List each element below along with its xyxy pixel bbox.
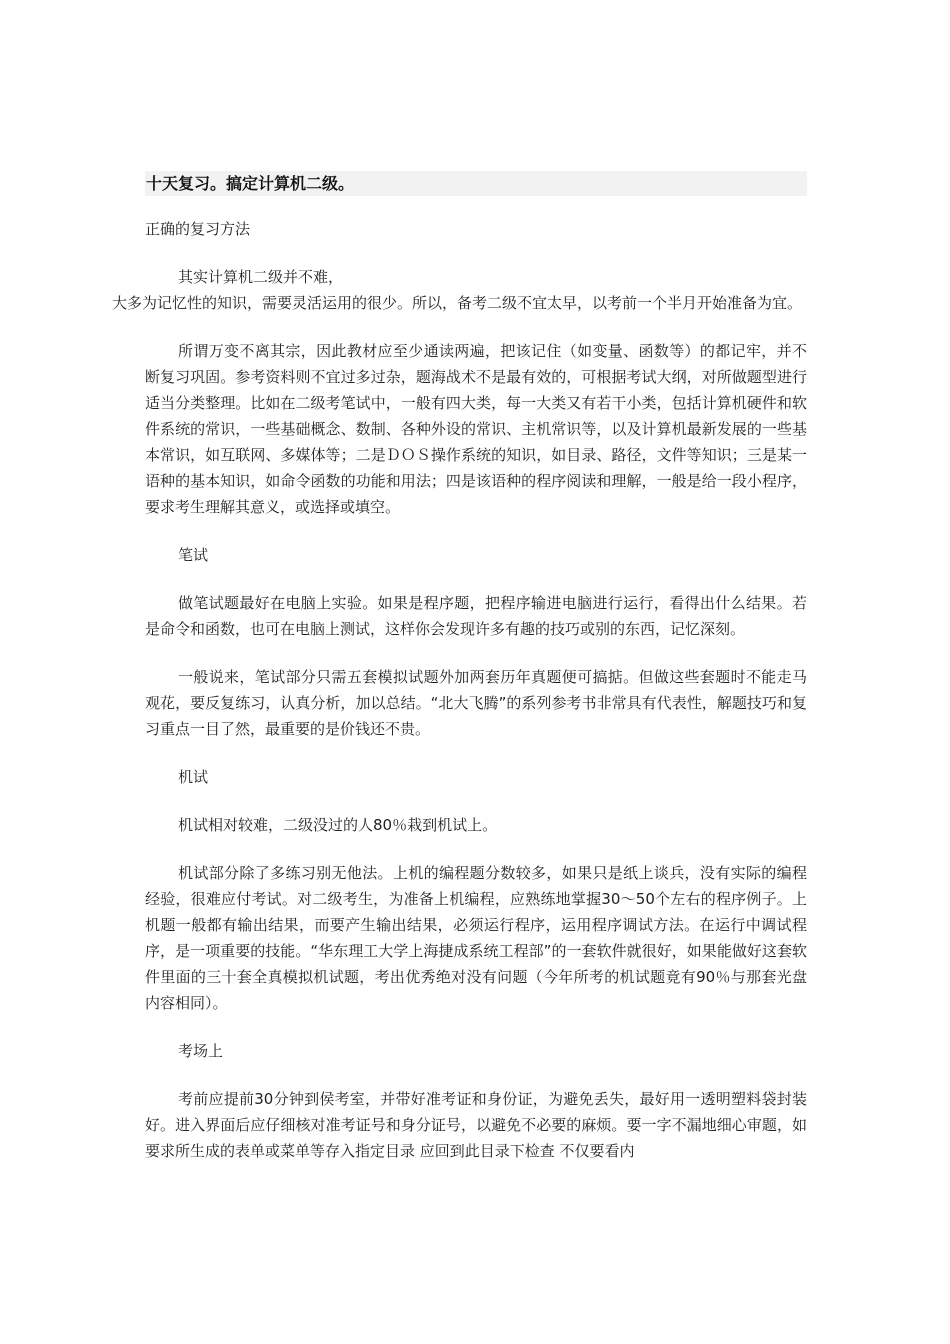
section-heading-exam: 考场上 bbox=[178, 1042, 224, 1060]
document-subtitle: 正确的复习方法 bbox=[145, 220, 251, 238]
exam-paragraph-1: 考前应提前30分钟到侯考室，并带好准考证和身份证，为避免丢失，最好用一透明塑料袋封装好。进入界面后应仔细核对准考证号和身分证号，以避免不必要的麻烦。要一字不漏地细心审题，如要求所生成的表单或菜单等存入指定目录 应回到此目录下检查 不仅要看内 bbox=[145, 1090, 807, 1160]
section-heading-machine: 机试 bbox=[178, 768, 209, 786]
written-paragraph-2: 一般说来，笔试部分只需五套模拟试题外加两套历年真题便可搞掂。但做这些套题时不能走马观花，要反复练习，认真分析，加以总结。“北大飞腾”的系列参考书非常具有代表性，解题技巧和复习重点一目了然，最重要的是价钱还不贵。 bbox=[145, 668, 807, 738]
written-paragraph-1: 做笔试题最好在电脑上实验。如果是程序题，把程序输进电脑进行运行，看得出什么结果。若是命令和函数，也可在电脑上测试，这样你会发现许多有趣的技巧或别的东西，记忆深刻。 bbox=[145, 594, 807, 638]
intro-first-line: 其实计算机二级并不难， bbox=[178, 268, 344, 286]
machine-paragraph-1: 机试相对较难，二级没过的人80％栽到机试上。 bbox=[178, 816, 498, 834]
materials-paragraph: 所谓万变不离其宗，因此教材应至少通读两遍，把该记住（如变量、函数等）的都记牢，并不断复习巩固。参考资料则不宜过多过杂，题海战术不是最有效的，可根据考试大纲，对所做题型进行适当分类整理。比如在二级考笔试中，一般有四大类，每一大类又有若干小类，包括计算机硬件和软件系统的常识，一些基础概念、数制、各种外设的常识、主机常识等，以及计算机最新发展的一些基本常识，如互联网、多媒体等；二是ＤＯＳ操作系统的知识，如目录、路径，文件等知识；三是某一语种的基本知识，如命令函数的功能和用法；四是该语种的程序阅读和理解，一般是给一段小程序，要求考生理解其意义，或选择或填空。 bbox=[145, 342, 807, 516]
intro-rest: 大多为记忆性的知识，需要灵活运用的很少。所以，备考二级不宜太早，以考前一个半月开始准备为宜。 bbox=[112, 294, 803, 312]
machine-paragraph-2: 机试部分除了多练习别无他法。上机的编程题分数较多，如果只是纸上谈兵，没有实际的编程经验，很难应付考试。对二级考生，为准备上机编程，应熟练地掌握30～50个左右的程序例子。上机题一般都有输出结果，而要产生输出结果，必须运行程序，运用程序调试方法。在运行中调试程序，是一项重要的技能。“华东理工大学上海捷成系统工程部”的一套软件就很好，如果能做好这套软件里面的三十套全真模拟机试题，考出优秀绝对没有问题（今年所考的机试题竟有90％与那套光盘内容相同）。 bbox=[145, 864, 807, 1012]
document-page bbox=[112, 171, 807, 1186]
section-heading-written: 笔试 bbox=[178, 546, 209, 564]
document-title: 十天复习。搞定计算机二级。 bbox=[145, 171, 807, 196]
intro-paragraph bbox=[112, 264, 807, 316]
